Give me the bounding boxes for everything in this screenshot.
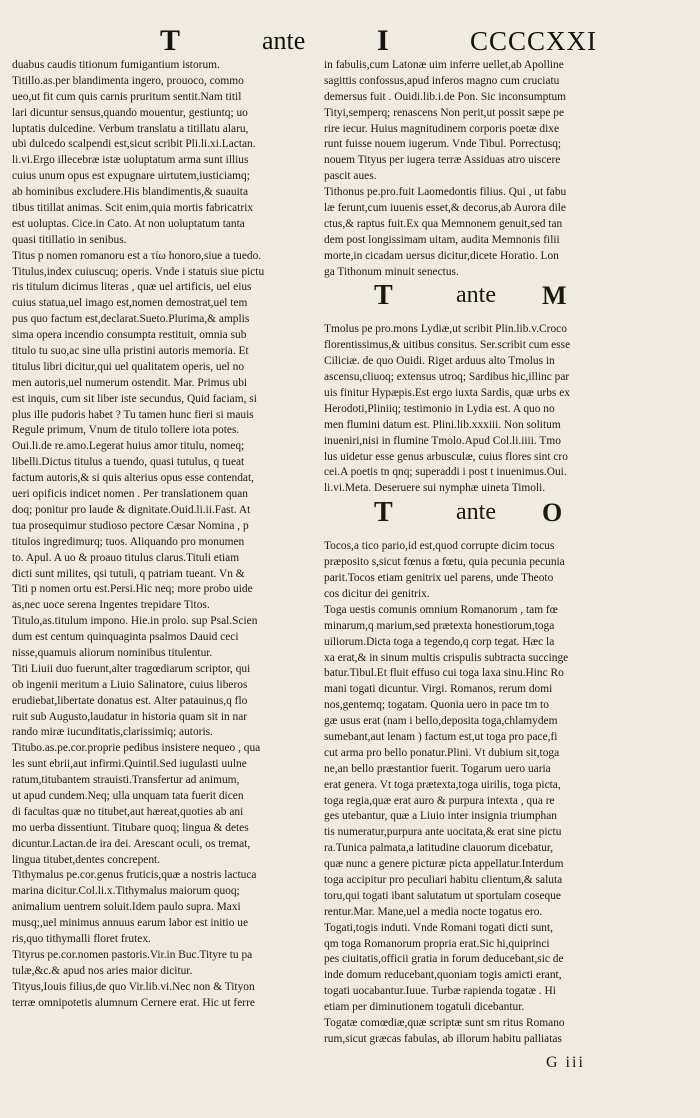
- text-line: rando miræ iucunditatis,clarissimiq; autoris.: [12, 726, 213, 739]
- text-line: Titi Liuii duo fuerunt,alter tragœdiarum scriptor, qui: [12, 662, 251, 675]
- text-line: gæ usus erat (nam i bello,deposita toga,chlamydem: [324, 715, 558, 728]
- signature-mark: G iii: [546, 1054, 585, 1071]
- text-line: Oui.li.de re.amo.Legerat huius amor titulu, nomeq;: [12, 440, 245, 453]
- text-line: tua prosequimur studioso pectore Cæsar Nomina , p: [12, 519, 249, 532]
- text-line: inde domum reducebant,quoniam togis amicti erant,: [324, 969, 562, 982]
- text-line: toru,qui togati ibant salutatum ut sportulam coseque: [324, 889, 561, 902]
- text-line: tis numeratur,purpura ante uocitata,& erat sine pictu: [324, 826, 562, 839]
- text-line: cuius unum opus est expugnare uirtutem,iusticiamq;: [12, 170, 250, 183]
- text-line: ascensu,cliuoq; extensus utroq; Sardibus hic,illinc par: [324, 371, 570, 384]
- text-line: in fabulis,cum Latonæ uim inferre uellet,ab Apolline: [324, 59, 564, 71]
- text-line: inueniri,nisi in flumine Tmolo.Apud Col.li.iiii. Tmo: [324, 434, 561, 447]
- text-line: Tithonus pe.pro.fuit Laomedontis filius. Qui , ut fabu: [324, 186, 567, 199]
- text-line: erat genera. Vt toga prætexta,toga uirilis, toga picta,: [324, 778, 561, 791]
- text-line: dum est centum quinquaginta psalmos Dauid ceci: [12, 631, 239, 644]
- header-initial-left: T: [160, 24, 181, 57]
- text-line: luptatis dulcedine. Verbum translatu a titillatu alaru,: [12, 122, 249, 135]
- text-line: lari dicuntur sensus,quando mouentur, gestiuntq; uo: [12, 106, 248, 119]
- text-line: cut arma pro bello ponatur.Plini. Vt dubium sit,toga: [324, 746, 560, 759]
- text-line: etiam per diminutionem togatuli dicebantur.: [324, 1001, 525, 1014]
- text-line: pes ciuitatis,officii gratia in forum deducebant,sic de: [324, 953, 564, 966]
- text-line: ratum,titubantem strauisti.Transfertur ad animum,: [12, 774, 240, 787]
- text-line: Titulus,index cuiuscuq; operis. Vnde i statuis siue pictu: [12, 265, 265, 278]
- text-line: Regule primum, Vnum de titulo tollere iota potes.: [12, 424, 240, 437]
- right-column: [324, 58, 680, 1048]
- text-line: quæ nunc a genere picturæ picta appellatur.Interdum: [324, 858, 564, 871]
- text-line: demersus fuit . Ouidi.lib.i.de Pon. Sic inconsumptum: [324, 90, 567, 103]
- text-line: Togatæ comœdiæ,quæ scriptæ sunt sm ritus Romano: [324, 1016, 565, 1029]
- text-line: Titillo.as.per blandimenta ingero, prouoco, commo: [12, 74, 244, 87]
- text-line: ab hominibus excludere.His blandimentis,& suauita: [12, 186, 248, 199]
- text-line: Tityus,Iouis filius,de quo Vir.lib.vi.Nec non & Tityon: [12, 980, 255, 993]
- text-line: di facultas quæ no titubet,aut hæreat,quoties ab ani: [12, 805, 244, 818]
- text-line: mo uerba dissentiunt. Titubare quoq; lingua & detes: [12, 821, 249, 834]
- text-line: minarum,q marium,sed prætexta honestiorum,toga: [324, 619, 555, 632]
- text-line: est uoluptas. Cice.in Cato. At non uoluptatum tanta: [12, 217, 245, 230]
- header-initial-right: I: [377, 24, 389, 57]
- header-word: ante: [262, 26, 306, 55]
- text-line: libelli.Dictus titulus a tuendo, quasi tutulus, q tueat: [12, 456, 245, 469]
- text-line: ruit sub Augusto,laudatur in historia quam sit in nar: [12, 710, 248, 723]
- text-line: musq;,uel minimus annuus earum labor est initio ue: [12, 917, 249, 930]
- text-line: sima opera incendio consumpta restituit, omnia sub: [12, 329, 247, 342]
- text-line: as,nec uoce serena Ingentes trepidare Titos.: [12, 599, 210, 612]
- section-letter: O: [542, 498, 563, 528]
- text-line: ra.Tunica palmata,a latitudine clauorum dicebatur,: [324, 842, 554, 855]
- text-line: Tocos,a tico pario,id est,quod corrupte dicim tocus: [324, 540, 555, 553]
- text-line: factum autoris,& si quis alterius opus esse contendat,: [12, 472, 255, 485]
- text-line: titulus libri dicitur,qui uel qualitatem operis, uel no: [12, 360, 245, 373]
- text-line: cos dicitur dei genitrix.: [324, 587, 430, 600]
- text-line: men autoris,uel numerum ostendit. Mar. Primus ubi: [12, 376, 248, 389]
- text-line: ne,an bello præstantior fuerit. Togarum uero uaria: [324, 762, 551, 775]
- text-line: morte,in cicadam uersus dicitur,dicete Horatio. Lon: [324, 249, 559, 262]
- text-line: est inquis, cum sit liber iste secundus, Quid faciam, si: [12, 392, 257, 405]
- text-line: men flumini datum est. Plini.lib.xxxiii. Non solitum: [324, 418, 561, 431]
- text-line: Titi p nomen ortu est.Persi.Hic neq; more probo uide: [12, 583, 253, 596]
- text-line: ga Tithonum minuit senectus.: [324, 265, 459, 278]
- text-line: xa erat,& in sinum multis crispulis subtracta succinge: [324, 651, 569, 664]
- text-line: rire iecur. Huius magnitudinem corporis poetæ dixe: [324, 122, 560, 135]
- text-line: ctus,& raptus fuit.Ex qua Memnonem genuit,sed tan: [324, 217, 563, 230]
- text-line: rentur.Mar. Mane,uel a media nocte togatus ero.: [324, 905, 543, 918]
- text-line: cuius statua,uel imago est,nomen demostrat,uel tem: [12, 297, 248, 310]
- text-line: dem post longissimam uitam, audita Memnonis filii: [324, 233, 560, 246]
- text-line: uiliorum.Dicta toga a tegendo,q corp tegat. Hæc la: [324, 635, 555, 648]
- text-line: pascit aues.: [324, 170, 377, 183]
- text-line: læ ferunt,cum iuuenis esset,& decorus,ab Aurora dile: [324, 202, 566, 215]
- text-line: lingua titubet,dentes concrepent.: [12, 853, 161, 866]
- text-line: Togati,togis induti. Vnde Romani togati dicti sunt,: [324, 921, 554, 934]
- right-column-block-b: [324, 322, 680, 497]
- text-line: tibus titillat animas. Scit enim,quia mortis fabricatrix: [12, 202, 254, 215]
- text-line: Tityrus pe.cor.nomen pastoris.Vir.in Buc.Tityre tu pa: [12, 948, 253, 961]
- text-line: batur.Tibul.Et fluit effuso cui toga laxa sinu.Hinc Ro: [324, 667, 564, 680]
- text-line: Tithymalus pe.cor.genus fruticis,quæ a nostris lactuca: [12, 869, 257, 882]
- text-line: runt fuisse nouem iugerum. Vnde Tibul. Porrectusq;: [324, 138, 562, 151]
- text-line: togati uocabantur.Iuue. Turbæ rapienda togatæ . Hi: [324, 985, 556, 998]
- section-heading-tm: [324, 280, 680, 320]
- text-line: doq; ponitur pro laude & dignitate.Ouid.li.ii.Fast. At: [12, 503, 251, 516]
- text-line: plus ille pudoris habet ? Tu tamen hunc fieri si mauis: [12, 408, 254, 421]
- folio-number: CCCCXXI: [470, 26, 598, 56]
- text-line: tulæ,&c.& apud nos aries maior dicitur.: [12, 964, 193, 977]
- text-line: terræ omnipotetis alumnum Cernere erat. Hic ut ferre: [12, 996, 255, 1009]
- text-line: ris titulum dicimus literas , quæ uel artificis, uel eius: [12, 281, 252, 294]
- text-line: parit.Tocos etiam genitrix uel parens, unde Theoto: [324, 572, 554, 585]
- section-heading-to: [324, 497, 680, 537]
- text-line: Tmolus pe pro.mons Lydiæ,ut scribit Plin.lib.v.Croco: [324, 323, 567, 336]
- text-line: ob ingenii meritum a Liuio Salinatore, cuius liberos: [12, 678, 248, 691]
- text-line: ut apud cundem.Neq; ulla unquam tata fuerit dicen: [12, 789, 244, 802]
- text-line: mani togati dicuntur. Virgi. Romanos, rerum domi: [324, 683, 553, 696]
- text-line: Tityi,semperq; renascens Non perit,ut possit sæpe pe: [324, 106, 565, 119]
- text-line: florentissimus,& uitibus consitus. Ser.scribit cum esse: [324, 339, 571, 352]
- text-line: dicuntur.Lactan.de ira dei. Arescant oculi, os tremat,: [12, 837, 251, 850]
- text-line: dicti sunt milites, qsi tutuli, q patriam tueant. Vn &: [12, 567, 245, 580]
- text-line: cei.A poetis tn qnq; superaddi i post t inuenimus.Oui.: [324, 466, 567, 479]
- text-line: præposito s,sicut fœnus a fœtu, quia pecunia pecunia: [324, 556, 565, 569]
- text-line: nos,gentemq; togatam. Quonia uero in pace tm to: [324, 699, 549, 712]
- text-line: Herodoti,Pliniiq; testimonio in Lydia est. A quo no: [324, 402, 555, 415]
- text-line: li.vi.Ergo illecebræ istæ uoluptatum arma sunt illius: [12, 154, 249, 167]
- text-line: marina dicitur.Col.li.x.Tithymalus maiorum quoq;: [12, 885, 240, 898]
- text-line: Titus p nomen romanoru est a τίω honoro,siue a tuedo.: [12, 249, 262, 262]
- text-line: rum,sicut græcas fabulas, ab illorum habitu palliatas: [324, 1032, 562, 1045]
- right-column-block-a: [324, 58, 680, 280]
- text-line: lus uidetur esse genus arbusculæ, cuius flores sint cro: [324, 450, 568, 463]
- text-line: sagittis confossus,apud inferos magno cum cruciatu: [324, 74, 560, 87]
- text-line: nisse,quamuis aliorum nominibus titulentur.: [12, 646, 213, 659]
- text-line: duabus caudis titionum fumigantium istorum.: [12, 59, 220, 71]
- section-initial: T: [374, 497, 393, 529]
- text-line: les sunt ebrii,aut infirmi.Quintil.Sed iugulasti uulne: [12, 758, 247, 771]
- text-line: erudiebat,libertate donatus est. Alter patauinus,q flo: [12, 694, 248, 707]
- left-column: [12, 58, 312, 1011]
- text-line: qm toga Romanorum propria erat.Sic hi,quiprinci: [324, 937, 550, 950]
- text-line: animalium uentrem soluit.Idem paulo supra. Maxi: [12, 901, 241, 914]
- text-line: sumebant,aut lenam ) factum est,ut toga pro pace,fi: [324, 730, 558, 743]
- text-line: ges utebantur, quæ a Liuio inter insignia triumphan: [324, 810, 558, 823]
- text-line: toga accipitur pro peculiari habitu clientum,& saluta: [324, 873, 563, 886]
- text-line: Titulo,as.titulum impono. Hie.in prolo. sup Psal.Scien: [12, 615, 258, 628]
- text-line: toga regia,quæ erat auro & purpura intexta , qua re: [324, 794, 555, 807]
- text-line: quasi titillatio in senibus.: [12, 233, 127, 246]
- text-line: pus quo factum est,declarat.Sueto.Plurima,& amplis: [12, 313, 250, 326]
- text-line: Toga uestis comunis omnium Romanorum , tam fœ: [324, 603, 558, 616]
- text-line: titulos ingredimurq; tuos. Aliquando pro monumen: [12, 535, 245, 548]
- text-line: ris,quo tithymalli floret frutex.: [12, 932, 151, 945]
- right-column-block-c: [324, 539, 680, 1048]
- text-line: to. Apul. A uo & proauo titulus clarus.Tituli etiam: [12, 551, 240, 564]
- text-line: Titubo.as.pe.cor.proprie pedibus insistere nequeo , qua: [12, 742, 261, 755]
- text-line: titulo tu suo,ac sine ulla pristini autoris memoria. Et: [12, 345, 249, 358]
- text-line: ueri opificis indicet nomen . Per translationem quan: [12, 488, 248, 501]
- text-line: Ciliciæ. de quo Ouidi. Riget arduus alto Tmolus in: [324, 355, 555, 368]
- section-word: ante: [456, 499, 496, 526]
- section-initial: T: [374, 280, 393, 312]
- text-line: li.vi.Meta. Deseruere sui nymphæ uineta Timoli.: [324, 482, 546, 495]
- section-word: ante: [456, 282, 496, 309]
- text-line: nouem Tityus per iugera terræ Assiduas atro uiscere: [324, 154, 561, 167]
- text-line: uis finitur Hypæpis.Est ergo iuxta Sardis, quæ urbs ex: [324, 387, 570, 400]
- section-letter: M: [542, 281, 567, 311]
- text-line: ueo,ut fit cum quis carnis pruritum sentit.Nam titil: [12, 90, 242, 103]
- text-line: ubi dulcedo scalpendi est,sicut scribit Pli.li.xi.Lactan.: [12, 138, 256, 151]
